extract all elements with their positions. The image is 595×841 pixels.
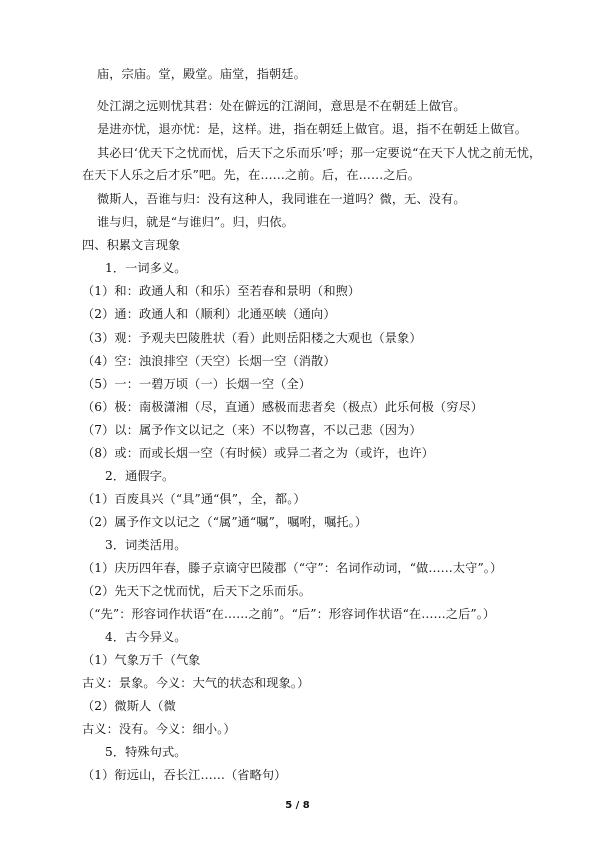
subsection-heading: 3．词类活用。 [105, 538, 187, 552]
subsection-heading: 2．通假字。 [105, 469, 175, 483]
text-line: 在天下人乐之后才乐”吧。先，在……之前。后，在……之后。 [82, 168, 421, 182]
text-line: 其必曰‘优天下之忧而忧，后天下之乐而乐’呼；那一定要说“在天下人忧之前无忧， [97, 146, 542, 160]
list-item: （6）极：南极潇湘（尽，直通）感极而悲者矣（极点）此乐何极（穷尽） [82, 400, 484, 414]
text-line: 庙，宗庙。堂，殿堂。庙堂，指朝廷。 [97, 67, 306, 81]
text-line: （“先”：形容词作状语“在……之前”。“后”：形容词作状语“在……之后”。） [82, 607, 496, 621]
text-line: 古义：没有。今义：细小。） [82, 722, 236, 736]
list-item: （5）一：一碧万顷（一）长烟一空（全） [82, 377, 312, 391]
text-line: 微斯人，吾谁与归：没有这种人，我同谁在一道吗？微，无、没有。 [97, 192, 466, 206]
text-line: 古义：景象。今义：大气的状态和现象。） [82, 676, 310, 690]
list-item: （1）和：政通人和（和乐）至若春和景明（和煦） [82, 284, 361, 298]
list-item: （2）微斯人（微 [82, 699, 176, 713]
list-item: （1）庆历四年春，滕子京谪守巴陵郡（“守”：名词作动词，“做……太守”。） [82, 561, 503, 575]
list-item: （2）通：政通人和（顺利）北通巫峡（通向） [82, 307, 336, 321]
text-line: 处江湖之远则忧其君：处在僻远的江湖间，意思是不在朝廷上做官。 [97, 99, 466, 113]
subsection-heading: 4．古今异义。 [105, 630, 187, 644]
list-item: （3）观：予观夫巴陵胜状（看）此则岳阳楼之大观也（景象） [82, 331, 422, 345]
page-number: 5 / 8 [285, 800, 310, 811]
list-item: （4）空：浊浪排空（天空）长烟一空（消散） [82, 354, 336, 368]
text-line: 是进亦忧，退亦忧：是，这样。进，指在朝廷上做官。退，指不在朝廷上做官。 [97, 122, 528, 136]
subsection-heading: 1．一词多义。 [105, 261, 187, 275]
list-item: （8）或：而或长烟一空（有时候）或异二者之为（或许，也许） [82, 446, 434, 460]
section-heading: 四、积累文言现象 [82, 238, 181, 252]
subsection-heading: 5．特殊句式。 [105, 745, 187, 759]
list-item: （2）属予作文以记之（“属”通“嘱”，嘱咐，嘱托。） [82, 515, 368, 529]
list-item: （2）先天下之忧而忧，后天下之乐而乐。 [82, 584, 312, 598]
list-item: （1）百废具兴（“具”通“俱”，全，都。） [82, 492, 306, 506]
list-item: （1）衔远山，吞长江……（省略句） [82, 768, 287, 782]
list-item: （7）以：属予作文以记之（来）不以物喜，不以己悲（因为） [82, 423, 422, 437]
text-line: 谁与归，就是“与谁归”。归，归依。 [97, 215, 294, 229]
list-item: （1）气象万千（气象 [82, 653, 201, 667]
